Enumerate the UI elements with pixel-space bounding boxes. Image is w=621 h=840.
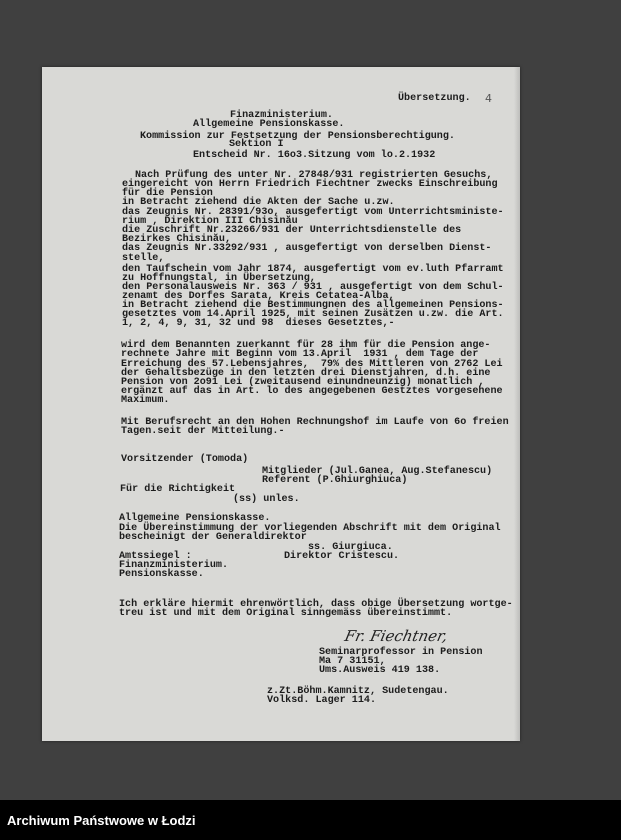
body-line: den Taufschein vom Jahr 1874, ausgefertigt vom ev.luth Pfarramt: [122, 264, 504, 275]
body-line: 1, 2, 4, 9, 31, 32 und 98 dieses Gesetztes,-: [122, 318, 395, 329]
body-line: Erreichung des 57.Lebensjahres, 79% des Mittleren von 2762 Lei: [121, 359, 503, 370]
body-line: Bezirkes Chisinău,: [122, 234, 232, 245]
translator-line: Ums.Ausweis 419 138.: [319, 665, 441, 676]
signatory-line: Für die Richtigkeit: [120, 484, 236, 495]
body-line: Maximum.: [121, 395, 170, 406]
body-line: das Zeugnis Nr.33292/931 , ausgefertigt von derselben Dienst-: [122, 243, 492, 254]
address-line: Volksd. Lager 114.: [267, 695, 377, 706]
address-line: z.Zt.Böhm.Kamnitz, Sudetengau.: [267, 686, 449, 697]
heading-line: Finazministerium.: [230, 110, 333, 121]
body-line: den Personalausweis Nr. 363 / 931 , ausgefertigt von dem Schul-: [122, 282, 504, 293]
declaration-line: treu ist und mit dem Original sinngemäss übereinstimmt.: [119, 608, 453, 619]
seal-line: Amtssiegel :: [119, 551, 192, 562]
body-line: der Gehaltsbezüge in den letzten drei Dienstjahren, d.h. eine: [121, 368, 491, 379]
heading-line: Entscheid Nr. 16o3.Sitzung vom lo.2.1932: [193, 150, 436, 161]
body-line: Nach Prüfung des unter Nr. 27848/931 registrierten Gesuchs,: [135, 170, 493, 181]
body-line: eingereicht von Herrn Friedrich Fiechtner zwecks Einschreibung: [122, 179, 498, 190]
certification-line: ss. Giurgiuca.: [308, 542, 393, 553]
signatory-line: Referent (P.Ghiurghiuca): [262, 475, 408, 486]
body-line: ergänzt auf das in Art. lo des angegebenen Gestztes vorgesehene: [121, 386, 503, 397]
body-line: zenamt des Dorfes Sarata, Kreis Cetatea-Alba,: [122, 291, 395, 302]
translator-line: Ma 7 31151,: [319, 656, 386, 667]
heading-line: Allgemeine Pensionskasse.: [193, 119, 345, 130]
signatory-line: (ss) unles.: [233, 494, 300, 505]
signatory-line: Vorsitzender (Tomoda): [121, 454, 249, 465]
signatory-line: Mitglieder (Jul.Ganea, Aug.Stefanescu): [262, 466, 493, 477]
body-line: Mit Berufsrecht an den Hohen Rechnungshof im Laufe von 6o freien: [121, 417, 509, 428]
body-line: in Betracht ziehend die Bestimmungnen des allgemeinen Pensions-: [122, 300, 504, 311]
body-line: das Zeugnis Nr. 28391/93o, ausgefertigt vom Unterrichtsministe-: [122, 207, 504, 218]
declaration-line: Ich erkläre hiermit ehrenwörtlich, dass obige Übersetzung wortge-: [119, 599, 513, 610]
body-line: für die Pension: [122, 188, 213, 199]
body-line: in Betracht ziehend die Akten der Sache u.zw.: [122, 197, 395, 208]
certification-line: Allgemeine Pensionskasse.: [119, 513, 271, 524]
seal-line: Finanzministerium.: [119, 560, 229, 571]
archive-footer: [0, 800, 621, 840]
certification-line: Direktor Cristescu.: [284, 551, 400, 562]
certification-line: bescheinigt der Generaldirektor: [119, 532, 307, 543]
body-line: zu Hoffnungstal, in Übersetzung,: [122, 273, 316, 284]
handwritten-signature: Fr. Fiechtner,: [343, 627, 450, 645]
body-line: wird dem Benannten zuerkannt für 28 ihm für die Pension ange-: [121, 340, 491, 351]
body-line: Tagen.seit der Mitteilung.-: [121, 426, 285, 437]
certification-line: Die Übereinstimmung der vorliegenden Abschrift mit dem Original: [119, 523, 501, 534]
body-line: stelle,: [122, 253, 165, 264]
translation-label: Übersetzung.: [398, 93, 471, 104]
body-line: gesetztes vom 14.April 1925, mit seinen Zusätzen u.zw. die Art.: [122, 309, 504, 320]
archive-name: Archiwum Państwowe w Łodzi: [7, 813, 196, 828]
translator-line: Seminarprofessor in Pension: [319, 647, 483, 658]
body-line: Pension von 2o91 Lei (zweitausend einundneunzig) monatlich ,: [121, 377, 485, 388]
heading-line: Sektion I: [229, 139, 284, 150]
body-line: rechnete Jahre mit Beginn vom 13.April 1931 , dem Tage der: [121, 349, 479, 360]
document-page: [42, 67, 520, 741]
body-line: die Zuschrift Nr.23266/931 der Unterrichtsdienstelle des: [122, 225, 462, 236]
heading-line: Kommission zur Festsetzung der Pensionsberechtigung.: [140, 131, 455, 142]
seal-line: Pensionskasse.: [119, 569, 204, 580]
body-line: rium , Direktion III Chisinău: [122, 216, 298, 227]
page-mark: 4: [485, 92, 492, 105]
